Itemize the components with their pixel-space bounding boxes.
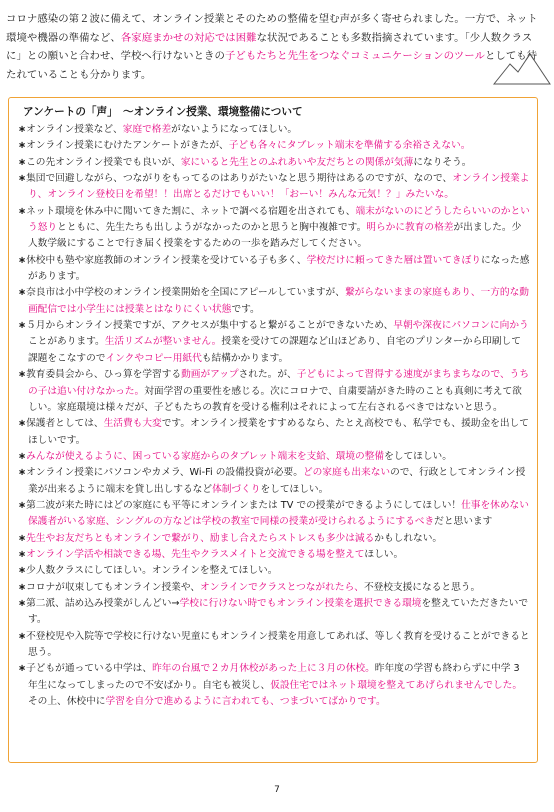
- highlighted-text: 各家庭まかせの対応では困難: [120, 31, 257, 44]
- body-text: コロナ感染の第２波に備えて、オンライン授業とそのための整備を望む声が多く寄せられました。一方で、ネット環境や機器の準備など、: [6, 13, 538, 44]
- voice-item: [18, 122, 530, 138]
- body-text: 授業を受けての課題など山ほどあり、自宅のプリンターから印刷して課題をこなすので: [28, 336, 521, 364]
- body-text: です。オンライン授業をすすめるなら、たとえ高校でも、私学でも、援助金を出してほしいです。: [28, 418, 529, 446]
- body-text: な状況であることも多数指摘されています。「少人数クラスに」との願いと合わせ、学校へ行けないときの: [6, 31, 533, 63]
- decorative-mountain-illustration: [492, 48, 552, 86]
- asterisk-bullet-icon: ∗: [18, 320, 27, 332]
- voice-item: [18, 531, 530, 547]
- voice-item: [18, 253, 530, 286]
- highlighted-text: オンラインでクラスとつながれたら、: [200, 581, 364, 593]
- asterisk-bullet-icon: ∗: [18, 156, 27, 168]
- asterisk-bullet-icon: ∗: [18, 369, 27, 381]
- body-text: 不登校支援になると思う。: [363, 581, 481, 593]
- body-text: かもしれない。: [374, 532, 443, 544]
- highlighted-text: 早朝や深夜にパソコンに向かう: [393, 320, 529, 332]
- asterisk-bullet-icon: ∗: [18, 418, 27, 430]
- body-text: も結構かかります。: [201, 352, 289, 364]
- body-text: をしてほしい。: [384, 450, 452, 462]
- section-heading: アンケートの「声」 ～オンライン授業、環境整備について: [23, 106, 303, 118]
- highlighted-text: 子どもによって習得する速度がまちまちなので、うちの子は追い付けなかった。: [28, 369, 530, 397]
- asterisk-bullet-icon: ∗: [18, 124, 27, 135]
- highlighted-text: 仮設住宅ではネット環境を整えてあげられませんでした。: [270, 679, 523, 691]
- body-text: が出ました。少人数学級にすることで行き届く授業をするための一歩を踏みだしてください。: [28, 222, 522, 250]
- highlighted-text: 家にいると先生とのふれあいや友だちとの関係が気薄: [180, 156, 414, 168]
- voice-item: [18, 204, 530, 253]
- asterisk-bullet-icon: ∗: [18, 548, 27, 560]
- voice-item: [18, 285, 530, 318]
- voice-item: [18, 155, 530, 171]
- asterisk-bullet-icon: ∗: [18, 565, 27, 577]
- voice-item: [18, 318, 530, 367]
- highlighted-text: 仕事を休めない保護者がいる家庭、シングルの方などは学校の教室で同様の授業が受けられるようにするべき: [28, 499, 529, 528]
- asterisk-bullet-icon: ∗: [18, 450, 27, 462]
- body-text: としても待たれていることも分かります。: [6, 50, 538, 81]
- asterisk-bullet-icon: ∗: [18, 140, 27, 152]
- body-text: をしてほしい。: [260, 483, 329, 495]
- highlighted-text: 端末がないのにどうしたらいいのかという怒り: [28, 205, 530, 234]
- highlighted-text: 学習を自分で進めるように言われても、つまづいてばかりです。: [105, 696, 386, 708]
- body-text: になった感があります。: [28, 254, 530, 283]
- highlighted-text: どの家庭も出来ない: [302, 467, 391, 479]
- asterisk-bullet-icon: ∗: [18, 630, 27, 642]
- body-text: 第二波が来た時にはどの家庭にも平等にオンラインまたは TV での授業ができるようにしてほしい！: [26, 499, 462, 511]
- asterisk-bullet-icon: ∗: [18, 663, 27, 675]
- body-text: ので、行政としてオンライン授業が出来るように端末を貸し出しするなど: [28, 467, 526, 495]
- page-number: 7: [274, 785, 280, 795]
- body-text: ことがあります。: [28, 336, 105, 348]
- body-text: この先オンライン授業でも良いが、: [26, 156, 181, 168]
- voice-item: [18, 580, 530, 596]
- body-text: された。が、: [238, 369, 297, 381]
- asterisk-bullet-icon: ∗: [18, 467, 27, 479]
- highlighted-text: インクやコピー用紙代: [105, 352, 202, 364]
- voice-item: [18, 498, 530, 531]
- voice-item: [18, 661, 530, 710]
- body-text: オンライン授業など、: [26, 124, 123, 135]
- body-text: 第二派、詰め込み授業がしんどい→: [26, 597, 180, 609]
- body-text: 昨年度の学習も終わらずに中学 3 年生になってしまったので不安ばかり。自宅も被災し、: [28, 663, 520, 691]
- body-text: 教育委員会から、ひっ算を学習する: [26, 369, 182, 381]
- voice-item: [18, 449, 530, 465]
- voice-item: [18, 416, 530, 449]
- voice-item: [18, 367, 530, 416]
- highlighted-text: 生活リズムが整いません。: [104, 336, 222, 348]
- highlighted-text: 子ども各々にタブレット端末を準備する余裕さえない。: [228, 140, 471, 152]
- asterisk-bullet-icon: ∗: [18, 499, 27, 511]
- highlighted-text: 動画がアップ: [181, 369, 239, 381]
- voice-item: [18, 138, 530, 154]
- asterisk-bullet-icon: ∗: [18, 597, 27, 609]
- highlighted-text: 生活費も大変: [103, 418, 162, 430]
- voice-item: [18, 629, 530, 662]
- highlighted-text: オンライン学活や相談できる場、先生やクラスメイトと交流できる場を整えて: [26, 548, 365, 560]
- asterisk-bullet-icon: ∗: [18, 532, 27, 544]
- highlighted-text: 明らかに教育の格差: [366, 222, 454, 234]
- highlighted-text: 子どもたちと先生をつなぐコミュニケーションのツール: [224, 50, 485, 63]
- highlighted-text: 昨年の台風で２カ月休校があった上に３月の休校。: [152, 663, 375, 675]
- body-text: コロナが収束してもオンライン授業や、: [26, 581, 201, 593]
- body-text: オンライン授業にむけたアンケートがきたが、: [26, 140, 229, 152]
- highlighted-text: 体制づくり: [212, 483, 261, 495]
- highlighted-text: 繋がらないままの家庭もあり、一方的な動画配信では小学生には授業とはなりにくい状態: [28, 287, 529, 315]
- asterisk-bullet-icon: ∗: [18, 581, 27, 593]
- body-text: とともに、先生たちも出しようがなかったのかと思うと胸中複雑です。: [57, 222, 367, 234]
- body-text: オンライン授業にパソコンやカメラ、Wi-Fi の設備投資が必要。: [26, 467, 303, 479]
- body-text: その上、休校中に: [28, 696, 106, 708]
- survey-voices-box: [8, 97, 538, 763]
- asterisk-bullet-icon: ∗: [18, 287, 27, 299]
- asterisk-bullet-icon: ∗: [18, 254, 27, 266]
- body-text: 奈良市は小中学校のオンライン授業開始を全国にアピールしていますが、: [26, 287, 345, 299]
- voice-item: [18, 171, 530, 204]
- body-text: ネット環境を休み中に聞いてきた割に、ネットで調べる宿題を出されても、: [26, 205, 356, 217]
- body-text: です。: [231, 303, 260, 315]
- highlighted-text: 学校に行けない時でもオンライン授業を選択できる環境: [179, 597, 422, 609]
- voice-item: [18, 563, 530, 579]
- voices-list: [18, 122, 530, 710]
- body-text: 不登校児や入院等で学校に行けない児童にもオンライン授業を用意してあれば、等しく教育を受けることができると思う。: [26, 630, 530, 658]
- body-text: を整えていただきたいです。: [28, 597, 529, 626]
- asterisk-bullet-icon: ∗: [18, 173, 27, 185]
- body-text: 保護者としては、: [26, 418, 104, 430]
- asterisk-bullet-icon: ∗: [18, 205, 27, 217]
- highlighted-text: オンライン授業より、オンライン登校日を希望！！出席とるだけでもいい！「おーい！みんな元気！？」みたいな。: [28, 173, 530, 201]
- body-text: 集団で回避しながら、つながりをもってるのはありがたいなと思う期待はあるのですが、なので、: [26, 173, 453, 185]
- highlighted-text: 家庭で格差: [122, 124, 172, 135]
- voice-item: [18, 547, 530, 563]
- body-text: ５月からオンライン授業ですが、アクセスが集中すると繋がることができないため、: [26, 320, 394, 332]
- voice-item: [18, 465, 530, 498]
- voice-item: [18, 596, 530, 629]
- body-text: 子どもが通っている中学は、: [26, 663, 153, 675]
- body-text: がないようになってほしい。: [171, 124, 298, 135]
- body-text: ほしい。: [364, 548, 404, 560]
- body-text: になりそう。: [413, 156, 472, 168]
- highlighted-text: みんなが使えるように、困っている家庭からのタブレット端末を支給、環境の整備: [26, 450, 385, 462]
- body-text: 少人数クラスにしてほしい。オンラインを整えてほしい。: [26, 565, 278, 577]
- body-text: だと思います: [434, 516, 493, 528]
- highlighted-text: 先生やお友だちともオンラインで繋がり、励まし合えたらストレスも多少は減る: [26, 532, 375, 544]
- body-text: 対面学習の重要性を感じる。次にコロナで、自粛要請がきた時のことも真剣に考えて欲しい。家庭環境は様々だが、子どもたちの教育を受ける権利はそれによって左右されるべきではないと思う。: [28, 385, 522, 413]
- highlighted-text: 学校だけに頼ってきた層は置いてきぼり: [306, 254, 481, 266]
- intro-paragraph: [6, 10, 546, 84]
- body-text: 休校中も塾や家庭教師のオンライン授業を受けている子も多く、: [26, 254, 307, 266]
